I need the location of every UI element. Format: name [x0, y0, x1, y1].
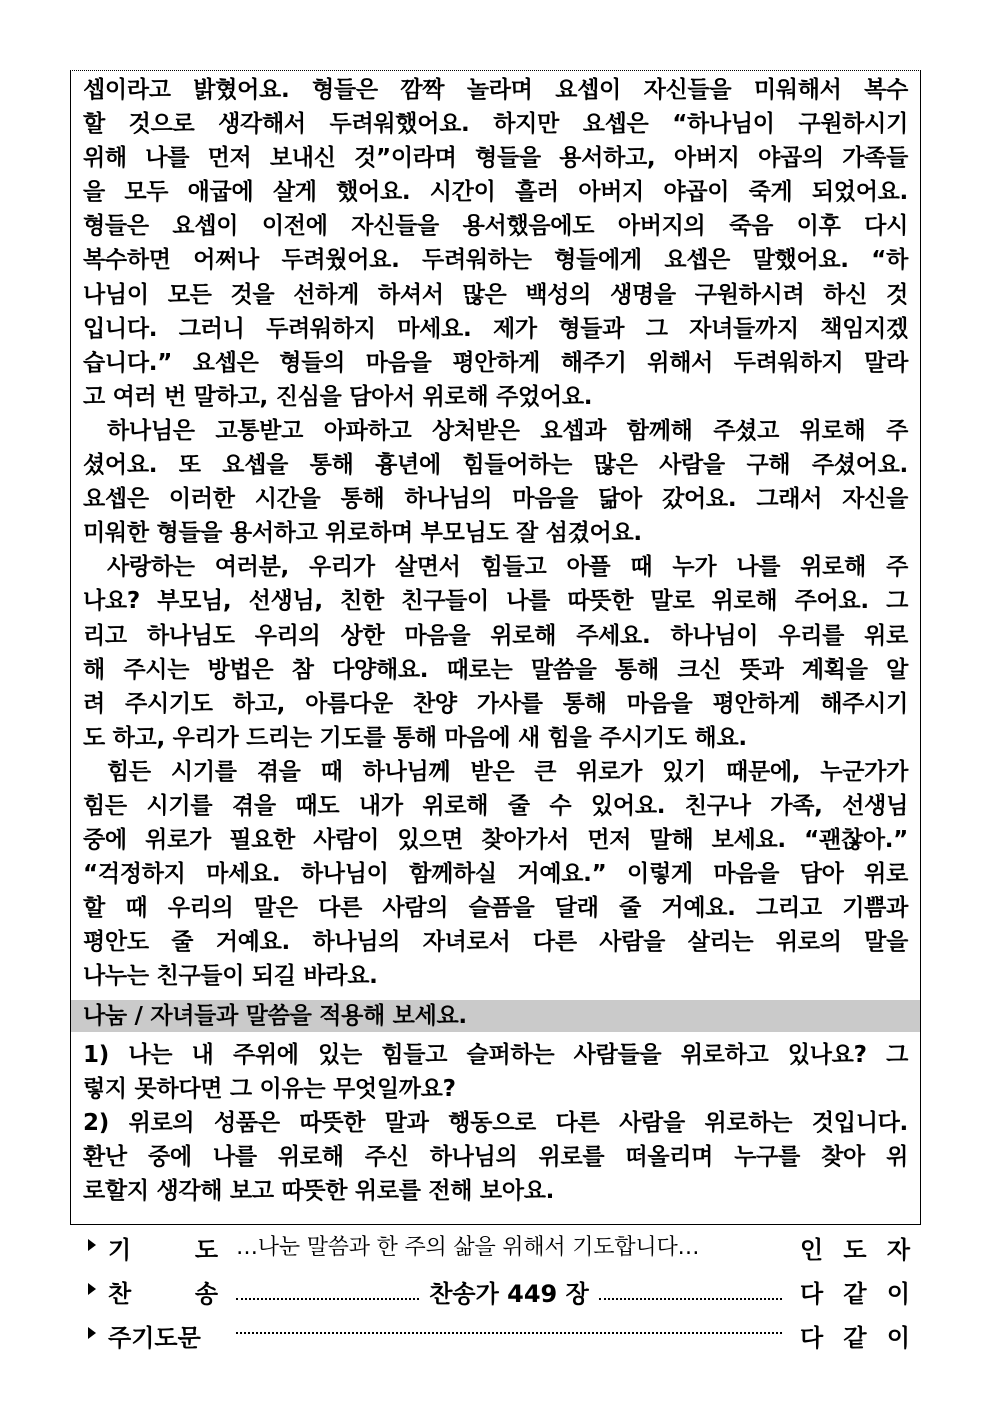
- text-line: 나님이 모든 것을 선하게 하셔서 많은 백성의 생명을 구원하시려 하신 것: [83, 281, 908, 308]
- order-detail: [236, 1274, 782, 1309]
- text-line: 할 것으로 생각해서 두려워했어요. 하지만 요셉은 “하나님이 구원하시기: [83, 111, 908, 138]
- question-line: 환난 중에 나를 위로해 주신 하나님의 위로를 떠올리며 누구를 찾아 위: [83, 1144, 908, 1171]
- text-line: 복수하면 어쩌나 두려웠어요. 두려워하는 형들에게 요셉은 말했어요. “하: [83, 247, 908, 274]
- order-label: 찬 송: [108, 1280, 218, 1308]
- text-line: 려 주시기도 하고, 아름다운 찬양 가사를 통해 마음을 평안하게 해주시기: [83, 690, 908, 717]
- text-line: 나누는 친구들이 되길 바라요.: [83, 963, 378, 990]
- text-line: 습니다.” 요셉은 형들의 마음을 평안하게 해주기 위해서 두려워하지 말라: [83, 349, 908, 376]
- triangle-bullet-icon: [88, 1239, 96, 1251]
- text-line: 위해 나를 먼저 보내신 것”이라며 형들을 용서하고, 아버지 야곱의 가족들: [83, 145, 908, 172]
- text-line: 도 하고, 우리가 드리는 기도를 통해 마음에 새 힘을 주시기도 해요.: [83, 724, 747, 751]
- text-line: 하나님은 고통받고 아파하고 상처받은 요셉과 함께해 주셨고 위로해 주: [107, 417, 908, 444]
- text-line: 셉이라고 밝혔어요. 형들은 깜짝 놀라며 요셉이 자신들을 미워해서 복수: [83, 77, 908, 103]
- sharing-questions: [83, 1038, 908, 1208]
- text-line: 힘든 시기를 겪을 때 하나님께 받은 큰 위로가 있기 때문에, 누군가가: [107, 758, 908, 785]
- question-line: 로할지 생각해 보고 따뜻한 위로를 전해 보아요.: [83, 1178, 555, 1205]
- text-line: 힘든 시기를 겪을 때도 내가 위로해 줄 수 있어요. 친구나 가족, 선생님: [83, 792, 908, 819]
- order-detail: [236, 1230, 790, 1261]
- order-label: 주 기 도 문: [108, 1324, 201, 1352]
- text-line: 고 여러 번 말하고, 진심을 담아서 위로해 주었어요.: [83, 383, 593, 410]
- question-line: 2) 위로의 성품은 따뜻한 말과 행동으로 다른 사람을 위로하는 것입니다.: [83, 1110, 908, 1137]
- order-label: 기 도: [108, 1236, 218, 1264]
- triangle-bullet-icon: [88, 1327, 96, 1339]
- text-line: 셨어요. 또 요셉을 통해 흉년에 힘들어하는 많은 사람을 구해 주셨어요.: [83, 452, 908, 479]
- text-line: 미워한 형들을 용서하고 위로하며 부모님도 잘 섬겼어요.: [83, 520, 642, 547]
- text-line: 요셉은 이러한 시간을 통해 하나님의 마음을 닮아 갔어요. 그래서 자신을: [83, 486, 908, 513]
- hymn-number: 찬송가 449 장: [429, 1280, 589, 1308]
- text-line: 리고 하나님도 우리의 상한 마음을 위로해 주세요. 하나님이 우리를 위로: [83, 622, 908, 649]
- dot-leader: [236, 1332, 782, 1334]
- dot-leader: [236, 1298, 419, 1300]
- order-item-lords-prayer: [84, 1316, 910, 1356]
- text-line: 할 때 우리의 말은 다른 사람의 슬픔을 달래 줄 거예요. 그리고 기쁨과: [83, 895, 908, 922]
- text-line: 나요? 부모님, 선생님, 친한 친구들이 나를 따뜻한 말로 위로해 주어요. 그: [83, 588, 908, 615]
- sharing-header-band: [71, 1000, 920, 1032]
- order-item-prayer: [84, 1228, 910, 1268]
- triangle-bullet-icon: [88, 1283, 96, 1295]
- sharing-title: 나눔 / 자녀들과 말씀을 적용해 보세요.: [83, 1003, 467, 1029]
- text-line: 사랑하는 여러분, 우리가 살면서 힘들고 아플 때 누가 나를 위로해 주: [107, 554, 908, 581]
- question-line: 1) 나는 내 주위에 있는 힘들고 슬퍼하는 사람들을 위로하고 있나요? 그: [83, 1042, 908, 1068]
- text-line: “걱정하지 마세요. 하나님이 함께하실 거예요.” 이렇게 마음을 담아 위로: [83, 861, 908, 888]
- text-line: 평안도 줄 거예요. 하나님의 자녀로서 다른 사람을 살리는 위로의 말을: [83, 929, 908, 956]
- content-box: [70, 70, 921, 1225]
- question-line: 렇지 못하다면 그 이유는 무엇일까요?: [83, 1076, 456, 1103]
- text-line: 입니다. 그러니 두려워하지 마세요. 제가 형들과 그 자녀들까지 책임지겠: [83, 315, 908, 342]
- order-leader: 인 도 자: [800, 1236, 910, 1264]
- prayer-description: …나눈 말씀과 한 주의 삶을 위해서 기도합니다…: [236, 1235, 700, 1260]
- order-item-hymn: [84, 1272, 910, 1312]
- order-leader: 다 같 이: [800, 1324, 910, 1352]
- text-line: 중에 위로가 필요한 사람이 있으면 찾아가서 먼저 말해 보세요. “괜찮아.”: [83, 827, 908, 854]
- text-line: 해 주시는 방법은 참 다양해요. 때로는 말씀을 통해 크신 뜻과 계획을 알: [83, 656, 908, 683]
- story-text: [83, 73, 908, 994]
- text-line: 을 모두 애굽에 살게 했어요. 시간이 흘러 아버지 야곱이 죽게 되었어요.: [83, 179, 908, 206]
- text-line: 형들은 요셉이 이전에 자신들을 용서했음에도 아버지의 죽음 이후 다시: [83, 213, 908, 240]
- order-leader: 다 같 이: [800, 1280, 910, 1308]
- order-detail: [236, 1318, 782, 1334]
- dot-leader: [599, 1298, 782, 1300]
